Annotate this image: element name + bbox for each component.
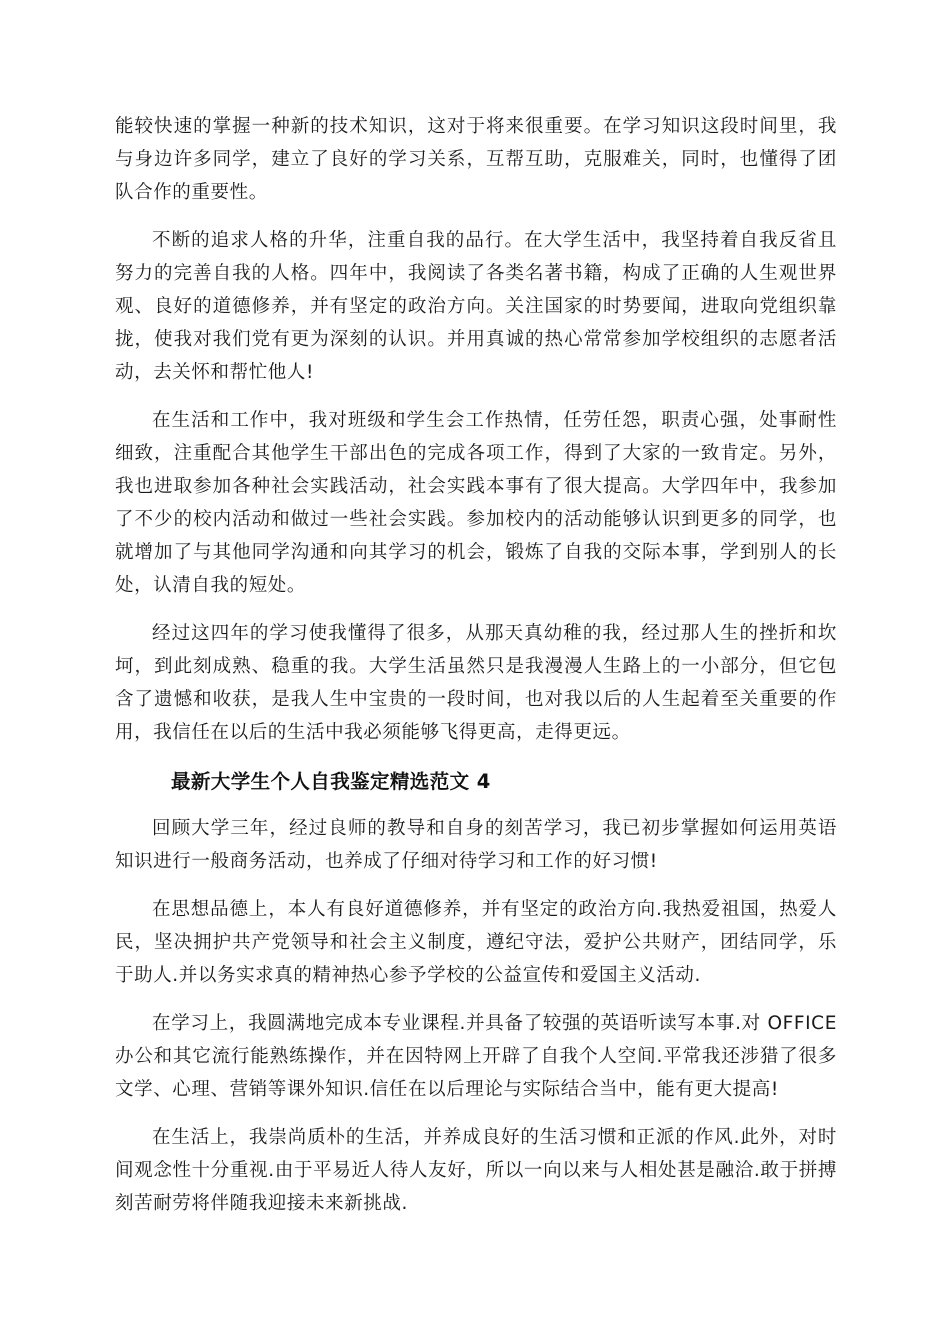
- paragraph-character-growth: 不断的追求人格的升华，注重自我的品行。在大学生活中，我坚持着自我反省且努力的完善自我的人格。四年中，我阅读了各类名著书籍，构成了正确的人生观世界观、良好的道德修养，并有坚定的政治方向。关注国家的时势要闻，进取向党组织靠拢，使我对我们党有更为深刻的认识。并用真诚的热心常常参加学校组织的志愿者活动，去关怀和帮忙他人!: [115, 230, 837, 383]
- paragraph-study: 在学习上，我圆满地完成本专业课程.并具备了较强的英语听读写本事.对 OFFICE 办公和其它流行能熟练操作，并在因特网上开辟了自我个人空间.平常我还涉猎了很多文学、心理、营销等课外知识.信任在以后理论与实际结合当中，能有更大提高!: [115, 1013, 837, 1100]
- paragraph-life-and-work: 在生活和工作中，我对班级和学生会工作热情，任劳任怨，职责心强，处事耐性细致，注重配合其他学生干部出色的完成各项工作，得到了大家的一致肯定。另外，我也进取参加各种社会实践活动，社会实践本事有了很大提高。大学四年中，我参加了不少的校内活动和做过一些社会实践。参加校内的活动能够认识到更多的同学，也就增加了与其他同学沟通和向其学习的机会，锻炼了自我的交际本事，学到别人的长处，认清自我的短处。: [115, 410, 837, 596]
- document-body: [115, 110, 837, 1235]
- paragraph-continuation: 能较快速的掌握一种新的技术知识，这对于将来很重要。在学习知识这段时间里，我与身边许多同学，建立了良好的学习关系，互帮互助，克服难关，同时，也懂得了团队合作的重要性。: [115, 116, 837, 203]
- paragraph-moral-character: 在思想品德上，本人有良好道德修养，并有坚定的政治方向.我热爱祖国，热爱人民，坚决拥护共产党领导和社会主义制度，遵纪守法，爱护公共财产，团结同学，乐于助人.并以务实求真的精神热心参予学校的公益宣传和爱国主义活动.: [115, 899, 837, 986]
- paragraph-four-years-summary: 经过这四年的学习使我懂得了很多，从那天真幼稚的我，经过那人生的挫折和坎坷，到此刻成熟、稳重的我。大学生活虽然只是我漫漫人生路上的一小部分，但它包含了遗憾和收获，是我人生中宝贵的一段时间，也对我以后的人生起着至关重要的作用，我信任在以后的生活中我必须能够飞得更高，走得更远。: [115, 623, 837, 743]
- section-heading: 最新大学生个人自我鉴定精选范文 4: [171, 770, 491, 793]
- paragraph-review: 回顾大学三年，经过良师的教导和自身的刻苦学习，我已初步掌握如何运用英语知识进行一般商务活动，也养成了仔细对待学习和工作的好习惯!: [115, 818, 837, 872]
- paragraph-life: 在生活上，我崇尚质朴的生活，并养成良好的生活习惯和正派的作风.此外，对时间观念性十分重视.由于平易近人待人友好，所以一向以来与人相处甚是融洽.敢于拼搏刻苦耐劳将伴随我迎接未来新挑战.: [115, 1127, 837, 1214]
